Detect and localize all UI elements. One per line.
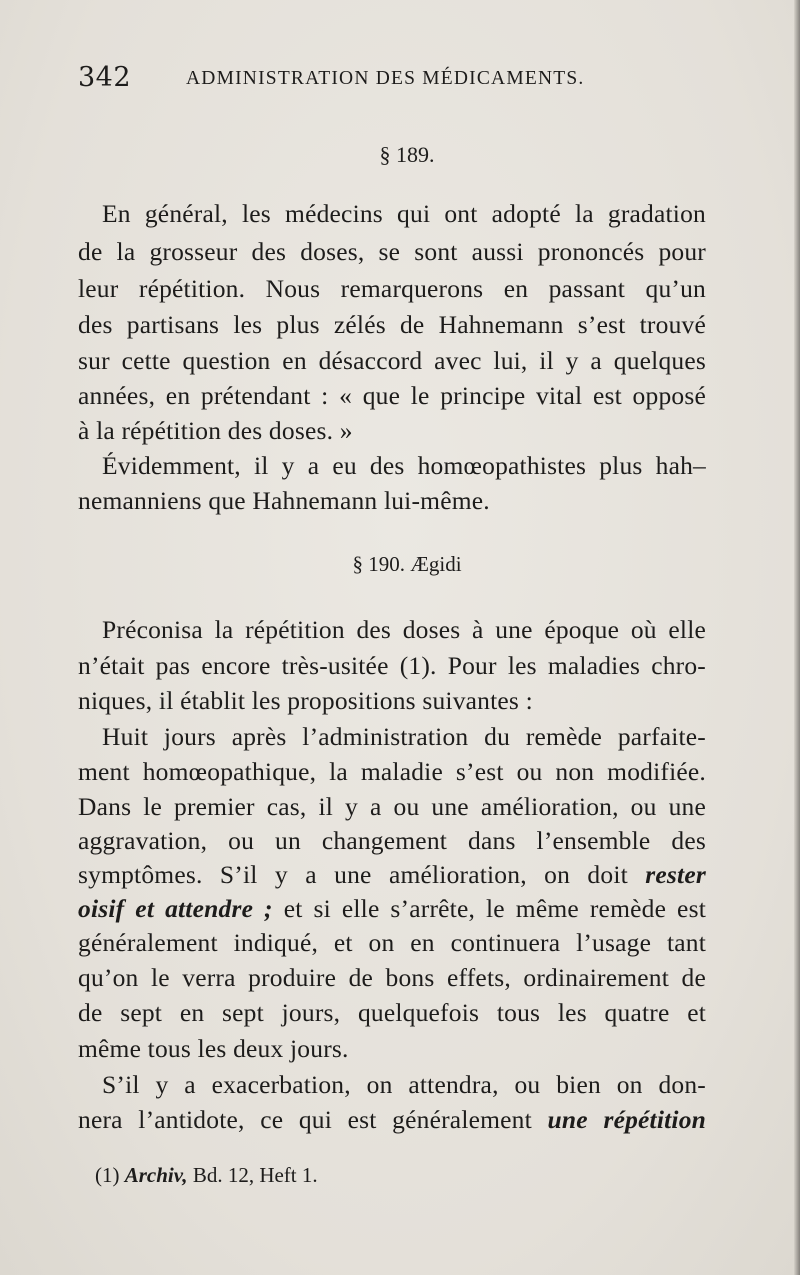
paragraph-line: de la grosseur des doses, se sont aussi prononcés pour <box>78 237 706 266</box>
footnote-reference: Bd. 12, Heft 1. <box>187 1163 318 1187</box>
paragraph-line: qu’on le verra produire de bons effets, ordinairement de <box>78 963 706 992</box>
paragraph-line: généralement indiqué, et on en continuera l’usage tant <box>78 928 706 957</box>
paragraph-line: leur répétition. Nous remarquerons en passant qu’un <box>78 274 706 303</box>
paragraph-line: aggravation, ou un changement dans l’ensemble des <box>78 826 706 855</box>
paragraph-line <box>78 1102 706 1138</box>
paragraph-line: des partisans les plus zélés de Hahnemann s’est trouvé <box>78 310 706 339</box>
paragraph-line: nemanniens que Hahnemann lui-même. <box>78 486 490 515</box>
line-text: nera l’antidote, ce qui est généralement <box>78 1105 532 1134</box>
paragraph-line <box>78 891 706 927</box>
italic-text: une répétition <box>547 1105 707 1134</box>
footnote <box>95 1163 318 1188</box>
page-number: 342 <box>78 62 132 93</box>
paragraph-line: à la répétition des doses. » <box>78 416 353 445</box>
paragraph-line: Huit jours après l’administration du remède parfaite- <box>102 722 706 751</box>
running-title: ADMINISTRATION DES MÉDICAMENTS. <box>186 68 585 89</box>
paragraph-line: même tous les deux jours. <box>78 1034 349 1063</box>
paragraph-line: n’était pas encore très-usitée (1). Pour les maladies chro- <box>78 651 706 680</box>
page-header <box>78 62 718 96</box>
footnote-marker: (1) <box>95 1163 120 1187</box>
italic-text: rester <box>645 860 706 889</box>
paragraph-line: ment homœopathique, la maladie s’est ou non modifiée. <box>78 757 706 786</box>
paragraph-line: Évidemment, il y a eu des homœopathistes plus hah– <box>102 451 706 480</box>
paragraph-line <box>78 857 706 893</box>
paragraph-line: S’il y a exacerbation, on attendra, ou bien on don- <box>102 1070 706 1099</box>
page-edge-shadow <box>794 0 800 1275</box>
section-heading-190: § 190. Ægidi <box>352 552 462 576</box>
section-heading-189: § 189. <box>379 142 435 167</box>
paragraph-line: En général, les médecins qui ont adopté la gradation <box>102 199 706 228</box>
line-text: et si elle s’arrête, le même remède est <box>272 894 706 923</box>
paragraph-line: niques, il établit les propositions suivantes : <box>78 686 533 715</box>
paragraph-line: Préconisa la répétition des doses à une époque où elle <box>102 615 706 644</box>
line-text: symptômes. S’il y a une amélioration, on doit <box>78 860 628 889</box>
paragraph-line: années, en prétendant : « que le principe vital est opposé <box>78 381 706 410</box>
paragraph-line: Dans le premier cas, il y a ou une amélioration, ou une <box>78 792 706 821</box>
paragraph-line: de sept en sept jours, quelquefois tous les quatre et <box>78 998 706 1027</box>
paragraph-line: sur cette question en désaccord avec lui, il y a quelques <box>78 346 706 375</box>
italic-text: oisif et attendre ; <box>78 894 273 923</box>
footnote-journal: Archiv, <box>124 1163 188 1187</box>
